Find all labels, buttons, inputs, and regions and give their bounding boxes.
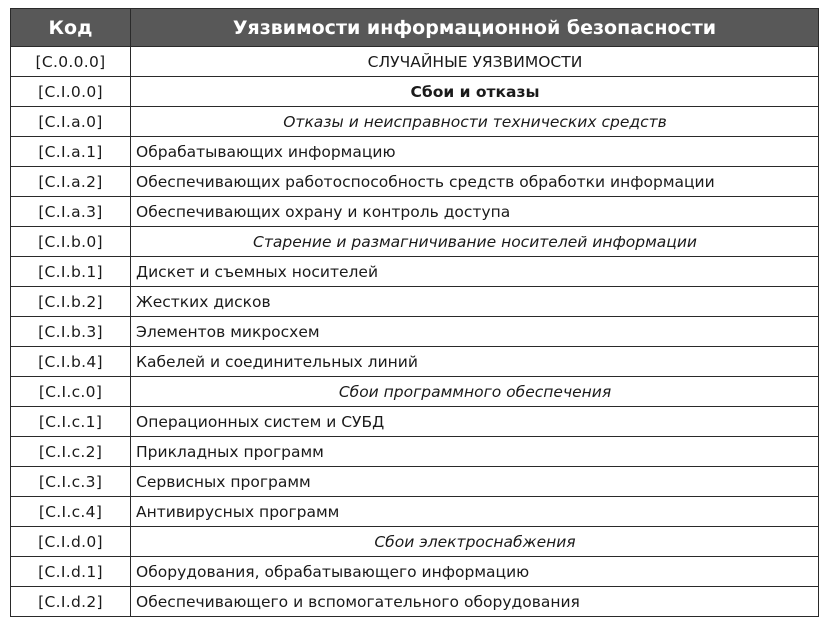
- row-code-cell: [C.I.b.0]: [11, 227, 131, 257]
- row-code-cell: [C.I.d.2]: [11, 587, 131, 617]
- row-code-cell: [C.I.c.1]: [11, 407, 131, 437]
- column-header-code: Код: [11, 9, 131, 47]
- row-code-cell: [C.I.c.0]: [11, 377, 131, 407]
- row-code-cell: [C.I.c.4]: [11, 497, 131, 527]
- row-code-cell: [C.I.a.2]: [11, 167, 131, 197]
- table-row: [11, 257, 819, 287]
- row-code-cell: [C.I.a.3]: [11, 197, 131, 227]
- table-row: [11, 497, 819, 527]
- table-body: [11, 47, 819, 617]
- table-row: [11, 197, 819, 227]
- row-code-cell: [C.I.a.1]: [11, 137, 131, 167]
- row-code-cell: [C.I.a.0]: [11, 107, 131, 137]
- row-description-cell: Старение и размагничивание носителей информации: [131, 227, 819, 257]
- table-row: [11, 437, 819, 467]
- row-code-cell: [C.I.b.4]: [11, 347, 131, 377]
- row-code-cell: [C.0.0.0]: [11, 47, 131, 77]
- table-row: [11, 467, 819, 497]
- row-description-cell: Прикладных программ: [131, 437, 819, 467]
- row-description-cell: Обеспечивающего и вспомогательного оборудования: [131, 587, 819, 617]
- table-row: [11, 137, 819, 167]
- table-row: [11, 377, 819, 407]
- table-row: [11, 167, 819, 197]
- table-row: [11, 347, 819, 377]
- table-row: [11, 527, 819, 557]
- vulnerability-table: [10, 8, 819, 617]
- row-description-cell: Сбои программного обеспечения: [131, 377, 819, 407]
- row-description-cell: Сервисных программ: [131, 467, 819, 497]
- table-row: [11, 287, 819, 317]
- row-description-cell: Операционных систем и СУБД: [131, 407, 819, 437]
- row-code-cell: [C.I.c.3]: [11, 467, 131, 497]
- table-row: [11, 77, 819, 107]
- row-description-cell: Сбои и отказы: [131, 77, 819, 107]
- row-description-cell: СЛУЧАЙНЫЕ УЯЗВИМОСТИ: [131, 47, 819, 77]
- table-row: [11, 407, 819, 437]
- row-code-cell: [C.I.0.0]: [11, 77, 131, 107]
- row-description-cell: Сбои электроснабжения: [131, 527, 819, 557]
- row-code-cell: [C.I.b.1]: [11, 257, 131, 287]
- table-row: [11, 227, 819, 257]
- row-description-cell: Обрабатывающих информацию: [131, 137, 819, 167]
- row-description-cell: Оборудования, обрабатывающего информацию: [131, 557, 819, 587]
- table-row: [11, 587, 819, 617]
- row-description-cell: Дискет и съемных носителей: [131, 257, 819, 287]
- column-header-description: Уязвимости информационной безопасности: [131, 9, 819, 47]
- row-description-cell: Элементов микросхем: [131, 317, 819, 347]
- table-row: [11, 107, 819, 137]
- row-description-cell: Кабелей и соединительных линий: [131, 347, 819, 377]
- table-row: [11, 557, 819, 587]
- table-row: [11, 317, 819, 347]
- row-code-cell: [C.I.b.2]: [11, 287, 131, 317]
- row-code-cell: [C.I.b.3]: [11, 317, 131, 347]
- row-code-cell: [C.I.c.2]: [11, 437, 131, 467]
- row-description-cell: Отказы и неисправности технических средств: [131, 107, 819, 137]
- row-description-cell: Обеспечивающих охрану и контроль доступа: [131, 197, 819, 227]
- row-code-cell: [C.I.d.1]: [11, 557, 131, 587]
- row-code-cell: [C.I.d.0]: [11, 527, 131, 557]
- table-header-row: [11, 9, 819, 47]
- row-description-cell: Антивирусных программ: [131, 497, 819, 527]
- row-description-cell: Жестких дисков: [131, 287, 819, 317]
- row-description-cell: Обеспечивающих работоспособность средств обработки информации: [131, 167, 819, 197]
- table-row: [11, 47, 819, 77]
